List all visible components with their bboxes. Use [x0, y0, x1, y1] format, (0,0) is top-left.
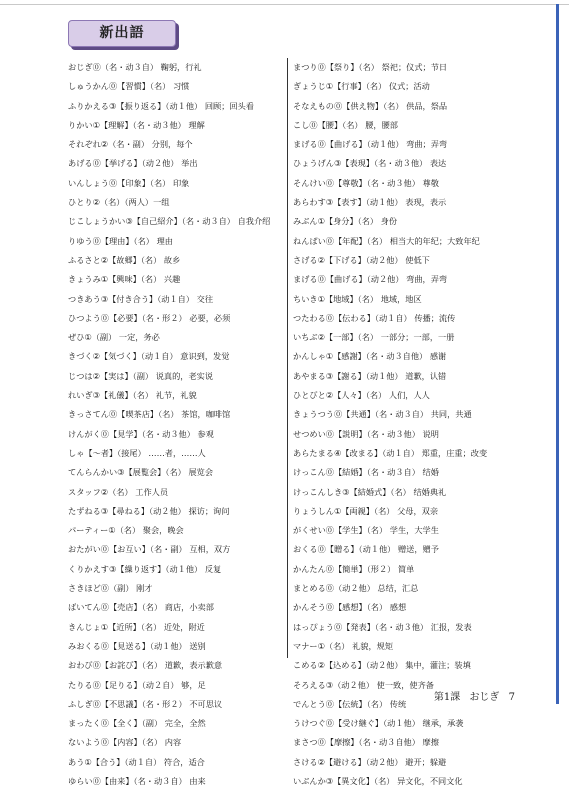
vocab-entry: うけつぐ⓪【受け継ぐ】（动１他） 继承，承袭 — [293, 718, 464, 729]
vocab-column-right — [293, 58, 513, 791]
vocab-entry: くりかえす③【繰り返す】（动１他） 反复 — [68, 563, 222, 574]
vocab-entry: まげる⓪【曲げる】（动２他） 弯曲，弄弯 — [293, 274, 448, 285]
vocab-entry: こめる②【込める】（动２他） 集中，灌注；装填 — [293, 660, 471, 671]
page-footer — [428, 688, 515, 703]
vocab-entry: いちぶ②【一部】（名） 一部分；一部，一册 — [293, 332, 455, 343]
vocab-entry: がくせい⓪【学生】（名） 学生，大学生 — [293, 525, 439, 536]
vocab-entry: スタッフ②（名） 工作人员 — [68, 486, 169, 497]
vocab-entry: あらわす③【表す】（动１他） 表现，表示 — [293, 197, 447, 208]
vocab-entry: パーティー①（名） 聚会，晚会 — [68, 525, 184, 536]
vocab-entry: たずねる③【尋ねる】（动２他） 探访；询问 — [68, 505, 230, 516]
vocab-entry: そんけい⓪【尊敬】（名・动３他） 尊敬 — [293, 177, 439, 188]
vocab-column-left — [68, 58, 288, 791]
vocab-entry: でんとう⓪【伝統】（名） 传统 — [293, 698, 407, 709]
vocab-entry: あやまる③【謝る】（动１他） 道歉，认错 — [293, 370, 447, 381]
vocab-entry: けんがく⓪【見学】（名・动３他） 参观 — [68, 428, 214, 439]
vocab-entry: りゆう⓪【理由】（名） 理由 — [68, 235, 173, 246]
vocab-entry: さきほど⓪（副） 刚才 — [68, 583, 153, 594]
vocab-entry: かんしゃ①【感謝】（名・动３自他） 感谢 — [293, 351, 447, 362]
vocab-entry: ひとびと②【人々】（名） 人们，人人 — [293, 390, 430, 401]
vocab-entry: ないよう⓪【内容】（名） 内容 — [68, 737, 182, 748]
vocab-entry: まさつ⓪【摩擦】（名・动３自他） 摩擦 — [293, 737, 439, 748]
vocab-entry: ひとり②（名）（两人）一组 — [68, 197, 170, 208]
vocab-entry: まつり⓪【祭り】（名） 祭祀；仪式；节日 — [293, 62, 448, 72]
vocab-entry: あらたまる④【改まる】（动１自） 郑重，庄重；改变 — [293, 447, 488, 458]
vocab-entry: さげる②【下げる】（动２他） 使低下 — [293, 254, 430, 265]
vocab-entry: ゆらい⓪【由来】（名・动３自） 由来 — [68, 775, 206, 786]
vocab-entry: けっこんしき③【結婚式】（名） 结婚典礼 — [293, 486, 447, 497]
vocab-entry: りかい①【理解】（名・动３他） 理解 — [68, 119, 205, 130]
vocab-entry: しゃ【～者】（接尾） ……者，……人 — [68, 447, 206, 458]
vocab-entry: きょうつう⓪【共通】（名・动３自） 共同，共通 — [293, 409, 472, 420]
vocab-entry: マナー①（名） 礼貌，规矩 — [293, 640, 394, 651]
section-title-box — [68, 20, 176, 47]
page-number: 7 — [508, 692, 515, 703]
vocab-entry: ぜひ①（副） 一定，务必 — [68, 332, 160, 343]
vocab-entry: おくる⓪【贈る】（动１他） 赠送，赠予 — [293, 544, 439, 555]
vocab-entry: りょうしん①【両親】（名） 父母，双亲 — [293, 505, 439, 516]
vocab-entry: さける②【避ける】（动２他） 避开；躲避 — [293, 756, 447, 767]
vocab-entry: まったく⓪【全く】（副） 完全，全然 — [68, 718, 206, 729]
vocab-entry: つきあう③【付き合う】（动１自） 交往 — [68, 293, 214, 304]
vocab-entry: ぎょうじ①【行事】（名） 仪式；活动 — [293, 81, 430, 92]
vocab-entry: つたわる⓪【伝わる】（动１自） 传播；流传 — [293, 312, 456, 323]
vocab-entry: あげる⓪【挙げる】（动２他） 举出 — [68, 158, 198, 169]
vocab-entry: じつは②【実は】（副） 说真的，老实说 — [68, 370, 214, 381]
vocab-entry: おじぎ⓪（名・动３自） 鞠躬，行礼 — [68, 62, 202, 72]
vocab-entry: こし⓪【腰】（名） 腰，腰部 — [293, 119, 398, 130]
vocab-entry: ばいてん⓪【売店】（名） 商店，小卖部 — [68, 602, 214, 613]
vocab-entry: けっこん⓪【結婚】（名・动３自） 结婚 — [293, 467, 439, 478]
vocab-entry: ひょうげん③【表現】（名・动３他） 表达 — [293, 158, 447, 169]
vocab-entry: かんそう⓪【感想】（名） 感想 — [293, 602, 407, 613]
vocab-entry: てんらんかい③【展覧会】（名） 展览会 — [68, 467, 214, 478]
vocab-entry: そなえもの⓪【供え物】（名） 供品，祭品 — [293, 100, 448, 111]
column-divider — [287, 58, 288, 658]
vocab-entry: まとめる⓪（动２他） 总结，汇总 — [293, 583, 419, 594]
vocab-entry: きょうみ①【興味】（名） 兴趣 — [68, 274, 181, 285]
vocab-entry: そろえる③（动２他） 使一致，使齐备 — [293, 679, 434, 690]
footer-lesson-title: おじぎ — [469, 692, 500, 703]
vocab-entry: はっぴょう⓪【発表】（名・动３他） 汇报，发表 — [293, 621, 472, 632]
vocab-entry: れいぎ③【礼儀】（名） 礼节，礼貌 — [68, 390, 197, 401]
vocab-entry: いぶんか③【異文化】（名） 异文化，不同文化 — [293, 775, 463, 786]
vocab-entry: まげる⓪【曲げる】（动１他） 弯曲；弄弯 — [293, 139, 448, 150]
vocab-entry: ひつよう⓪【必要】（名・形２） 必要，必须 — [68, 312, 231, 323]
vocab-entry: ふりかえる③【振り返る】（动１他） 回顾；回头看 — [68, 100, 254, 111]
vocab-entry: きっさてん⓪【喫茶店】（名） 茶馆，咖啡馆 — [68, 409, 231, 420]
section-title: 新出語 — [99, 25, 145, 41]
vocab-entry: ねんぱい⓪【年配】（名） 相当大的年纪；大致年纪 — [293, 235, 480, 246]
vocab-entry: それぞれ②（名・副） 分别，每个 — [68, 139, 193, 150]
vocab-entry: かんたん⓪【簡単】（形２） 简单 — [293, 563, 415, 574]
vocab-entry: しゅうかん⓪【習慣】（名） 习惯 — [68, 81, 190, 92]
vocab-entry: おわび⓪【お詫び】（名） 道歉，表示歉意 — [68, 660, 223, 671]
vocab-entry: じこしょうかい③【自己紹介】（名・动３自） 自我介绍 — [68, 216, 271, 227]
vocab-entry: ふしぎ⓪【不思議】（名・形２） 不可思议 — [68, 698, 223, 709]
vocab-entry: せつめい⓪【説明】（名・动３他） 说明 — [293, 428, 439, 439]
vocab-entry: みおくる⓪【見送る】（动１他） 送别 — [68, 640, 206, 651]
vocab-entry: あう①【合う】（动１自） 符合，适合 — [68, 756, 205, 767]
vocab-entry: いんしょう⓪【印象】（名） 印象 — [68, 177, 190, 188]
footer-lesson: 第1課 — [433, 692, 461, 703]
vocab-entry: ちいき①【地域】（名） 地域，地区 — [293, 293, 422, 304]
right-edge-bar — [556, 4, 559, 704]
vocab-entry: きんじょ①【近所】（名） 近处，附近 — [68, 621, 205, 632]
vocab-entry: みぶん①【身分】（名） 身份 — [293, 216, 398, 227]
top-rule — [0, 4, 569, 5]
vocab-entry: おたがい⓪【お互い】（名・副） 互相，双方 — [68, 544, 231, 555]
vocab-entry: ふるさと②【故郷】（名） 故乡 — [68, 254, 181, 265]
vocab-entry: きづく②【気づく】（动１自） 意识到，发觉 — [68, 351, 230, 362]
vocab-entry: たりる⓪【足りる】（动２自） 够，足 — [68, 679, 206, 690]
